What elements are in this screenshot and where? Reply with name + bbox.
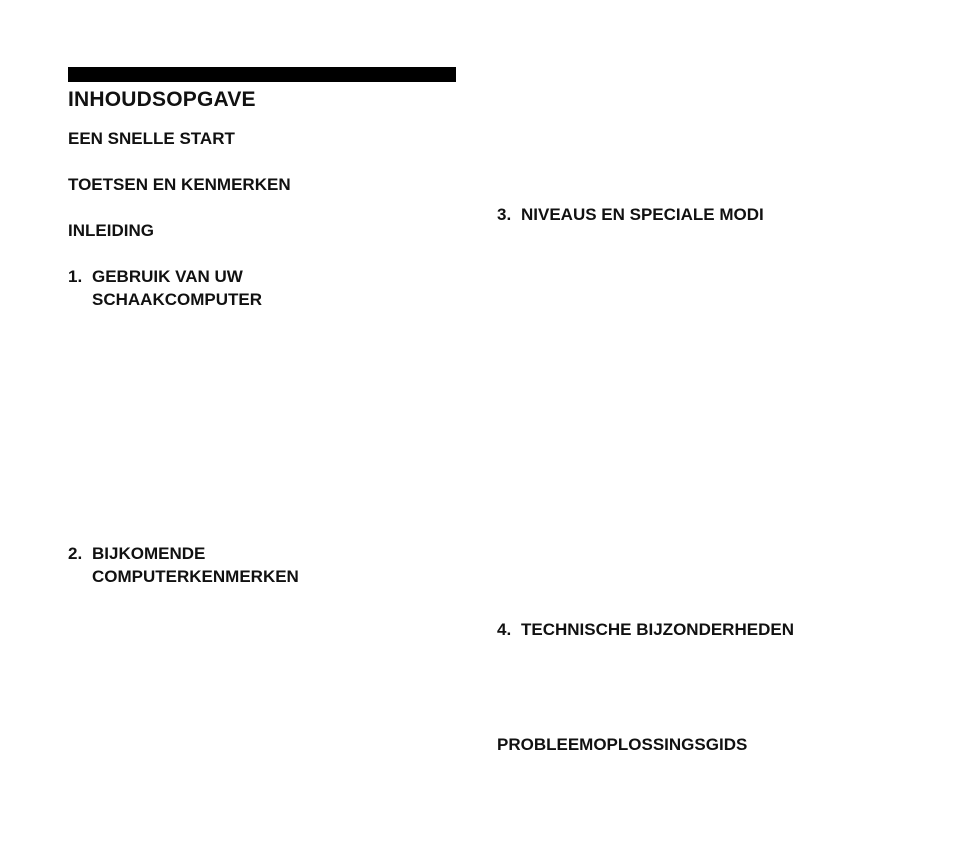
toc-entry-troubleshooting[interactable] — [497, 733, 747, 756]
toc-entry-label: TOETSEN EN KENMERKEN — [68, 175, 291, 194]
toc-entry-quick-start[interactable] — [68, 127, 235, 150]
toc-entry-label: NIVEAUS EN SPECIALE MODI — [521, 205, 764, 224]
toc-entry-label-continued: SCHAAKCOMPUTER — [92, 290, 262, 309]
toc-entry-label: BIJKOMENDE — [92, 544, 206, 563]
toc-entry-keys-features[interactable] — [68, 173, 291, 196]
toc-entry-number: 3. — [497, 205, 512, 224]
toc-entry-chapter-4[interactable] — [497, 618, 794, 641]
toc-entry-label: PROBLEEMOPLOSSINGSGIDS — [497, 735, 748, 754]
page-title: INHOUDSOPGAVE — [68, 88, 256, 111]
toc-entry-introduction[interactable] — [68, 219, 154, 242]
toc-entry-label: GEBRUIK VAN UW — [92, 267, 243, 286]
toc-entry-label: TECHNISCHE BIJZONDERHEDEN — [521, 620, 794, 639]
header-bar — [68, 67, 456, 82]
toc-entry-number: 4. — [497, 620, 512, 639]
toc-entry-label: EEN SNELLE START — [68, 129, 235, 148]
toc-entry-chapter-3[interactable] — [497, 203, 764, 226]
toc-entry-chapter-1[interactable] — [68, 265, 262, 311]
toc-entry-chapter-2[interactable] — [68, 542, 299, 588]
toc-entry-label-continued: COMPUTERKENMERKEN — [92, 567, 299, 586]
toc-entry-number: 1. — [68, 267, 83, 286]
toc-entry-label: INLEIDING — [68, 221, 154, 240]
toc-entry-number: 2. — [68, 544, 83, 563]
